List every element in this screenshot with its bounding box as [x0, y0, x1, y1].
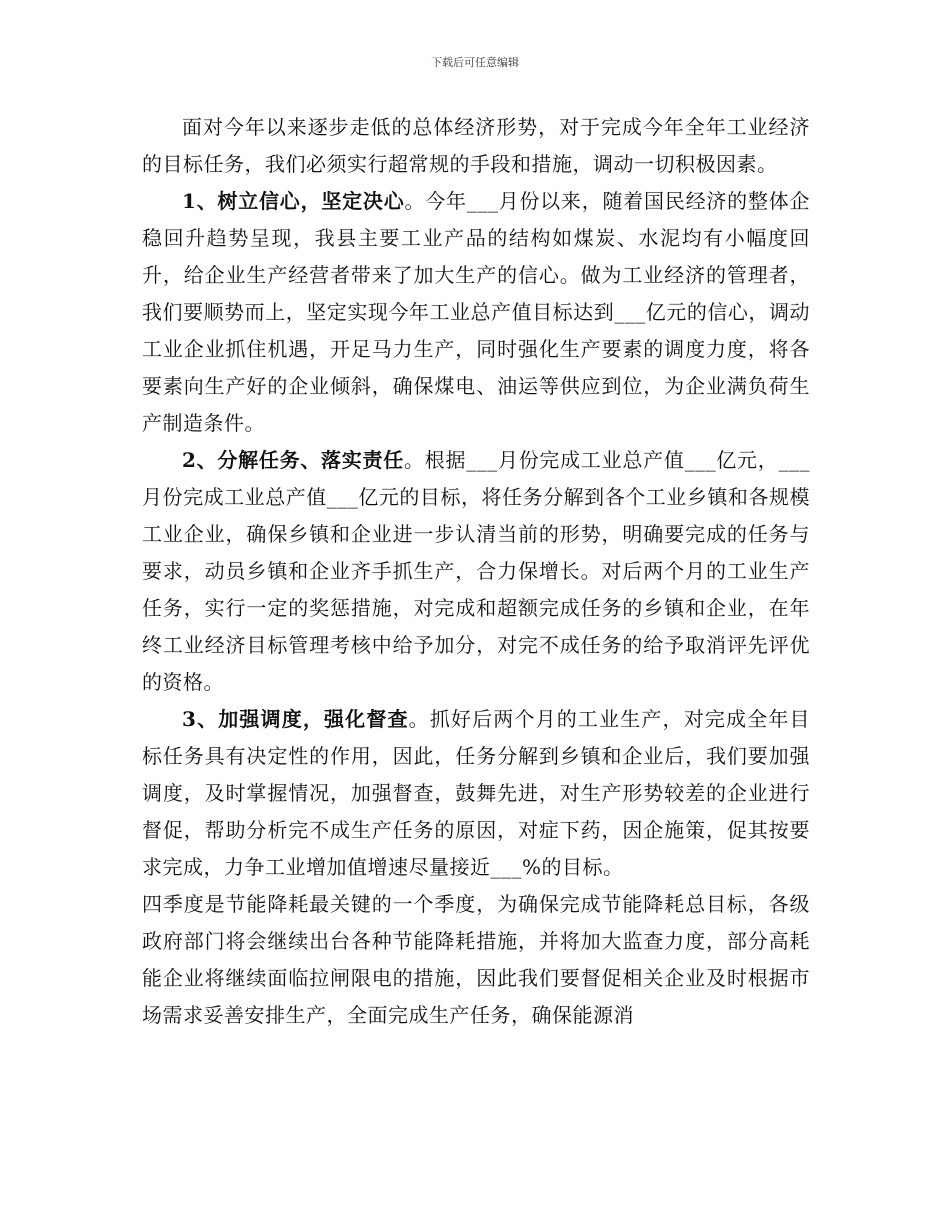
page-header: 下载后可任意编辑 [431, 56, 519, 69]
section-3-heading: 3、加强调度，强化督查 [182, 707, 409, 731]
paragraph-text: 面对今年以来逐步走低的总体经济形势，对于完成今年全年工业经济的目标任务，我们必须实行超常规的手段和措施，调动一切积极因素。 [142, 115, 810, 176]
section-2-paragraph [142, 442, 810, 701]
section-3-text: 。抓好后两个月的工业生产，对完成全年目标任务具有决定性的作用，因此，任务分解到乡镇和企业后，我们要加强调度，及时掌握情况，加强督查，鼓舞先进，对生产形势较差的企业进行督促，帮助分析完不成生产任务的原因，对症下药，因企施策，促其按要求完成，力争工业增加值增速尽量接近___%的目标。 [142, 707, 810, 879]
section-1-text: 。今年___月份以来，随着国民经济的整体企稳回升趋势呈现，我县主要工业产品的结构如煤炭、水泥均有小幅度回升，给企业生产经营者带来了加大生产的信心。做为工业经济的管理者，我们要顺势而上，坚定实现今年工业总产值目标达到___亿元的信心，调动工业企业抓住机遇，开足马力生产，同时强化生产要素的调度力度，将各要素向生产好的企业倾斜，确保煤电、油运等供应到位，为企业满负荷生产制造条件。 [142, 189, 810, 435]
section-1-paragraph [142, 183, 810, 442]
section-2-heading: 2、分解任务、落实责任 [182, 448, 405, 472]
paragraph-text: 四季度是节能降耗最关键的一个季度，为确保完成节能降耗总目标，各级政府部门将会继续出台各种节能降耗措施，并将加大监查力度，部分高耗能企业将继续面临拉闸限电的措施，因此我们要督促相关企业及时根据市场需求妥善安排生产，全面完成生产任务，确保能源消 [142, 892, 810, 1027]
section-3-paragraph [142, 701, 810, 886]
section-1-heading: 1、树立信心，坚定决心 [182, 189, 405, 213]
section-2-text: 。根据___月份完成工业总产值___亿元，___月份完成工业总产值___亿元的目标，将任务分解到各个工业乡镇和各规模工业企业，确保乡镇和企业进一步认清当前的形势，明确要完成的任务与要求，动员乡镇和企业齐手抓生产，合力保增长。对后两个月的工业生产任务，实行一定的奖惩措施，对完成和超额完成任务的乡镇和企业，在年终工业经济目标管理考核中给予加分，对完不成任务的给予取消评先评优的资格。 [142, 448, 811, 694]
continuation-paragraph [142, 886, 810, 1034]
intro-paragraph [142, 109, 810, 183]
document-body [142, 109, 810, 1034]
